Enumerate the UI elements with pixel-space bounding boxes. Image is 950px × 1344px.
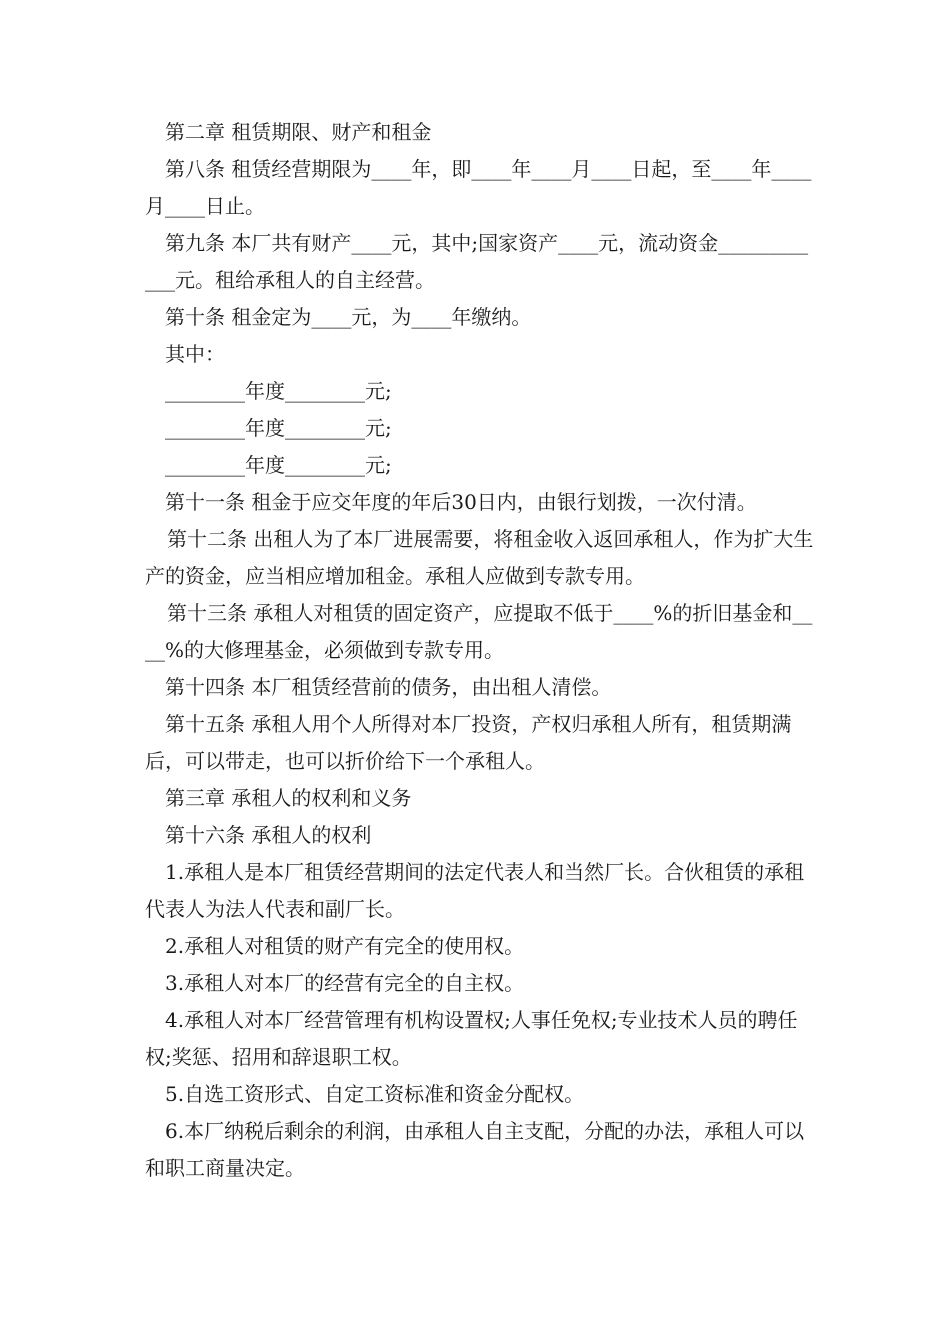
article-13: 第十三条 承租人对租赁的固定资产，应提取不低于____%的折旧基金和____%的大修理基金，必须做到专款专用。 [145,601,813,662]
article-10-line-3: ________年度________元; [165,453,392,477]
article-10: 第十条 租金定为____元，为____年缴纳。 [165,305,532,329]
article-10-line-2: ________年度________元; [165,416,392,440]
article-16-item-6: 6.本厂纳税后剩余的利润，由承租人自主支配，分配的办法，承租人可以和职工商量决定。 [145,1119,805,1180]
article-16-item-1: 1.承租人是本厂租赁经营期间的法定代表人和当然厂长。合伙租赁的承租代表人为法人代表和副厂长。 [145,860,805,921]
article-8: 第八条 租赁经营期限为____年，即____年____月____日起，至____年____月____日止。 [145,157,812,218]
article-9: 第九条 本厂共有财产____元，其中;国家资产____元，流动资金____________元。租给承租人的自主经营。 [145,231,809,292]
article-16-item-5: 5.自选工资形式、自定工资标准和资金分配权。 [165,1082,585,1106]
article-16: 第十六条 承租人的权利 [165,823,372,847]
article-16-item-2: 2.承租人对租赁的财产有完全的使用权。 [165,934,525,958]
article-14: 第十四条 本厂租赁经营前的债务，由出租人清偿。 [165,675,612,699]
article-10-line-1: ________年度________元; [165,379,392,403]
chapter-2-title: 第二章 租赁期限、财产和租金 [165,120,432,144]
article-11: 第十一条 租金于应交年度的年后30日内，由银行划拨，一次付清。 [165,490,757,514]
article-15: 第十五条 承租人用个人所得对本厂投资，产权归承租人所有，租赁期满后，可以带走，也可以折价给下一个承租人。 [145,712,792,773]
chapter-3-title: 第三章 承租人的权利和义务 [165,786,412,810]
article-16-item-3: 3.承租人对本厂的经营有完全的自主权。 [165,971,525,995]
article-16-item-4: 4.承租人对本厂经营管理有机构设置权;人事任免权;专业技术人员的聘任权;奖惩、招用和辞退职工权。 [145,1008,798,1069]
article-12: 第十二条 出租人为了本厂进展需要，将租金收入返回承租人，作为扩大生产的资金，应当相应增加租金。承租人应做到专款专用。 [145,527,814,588]
document-page [145,114,815,1187]
article-10-sub-heading: 其中： [165,342,225,366]
